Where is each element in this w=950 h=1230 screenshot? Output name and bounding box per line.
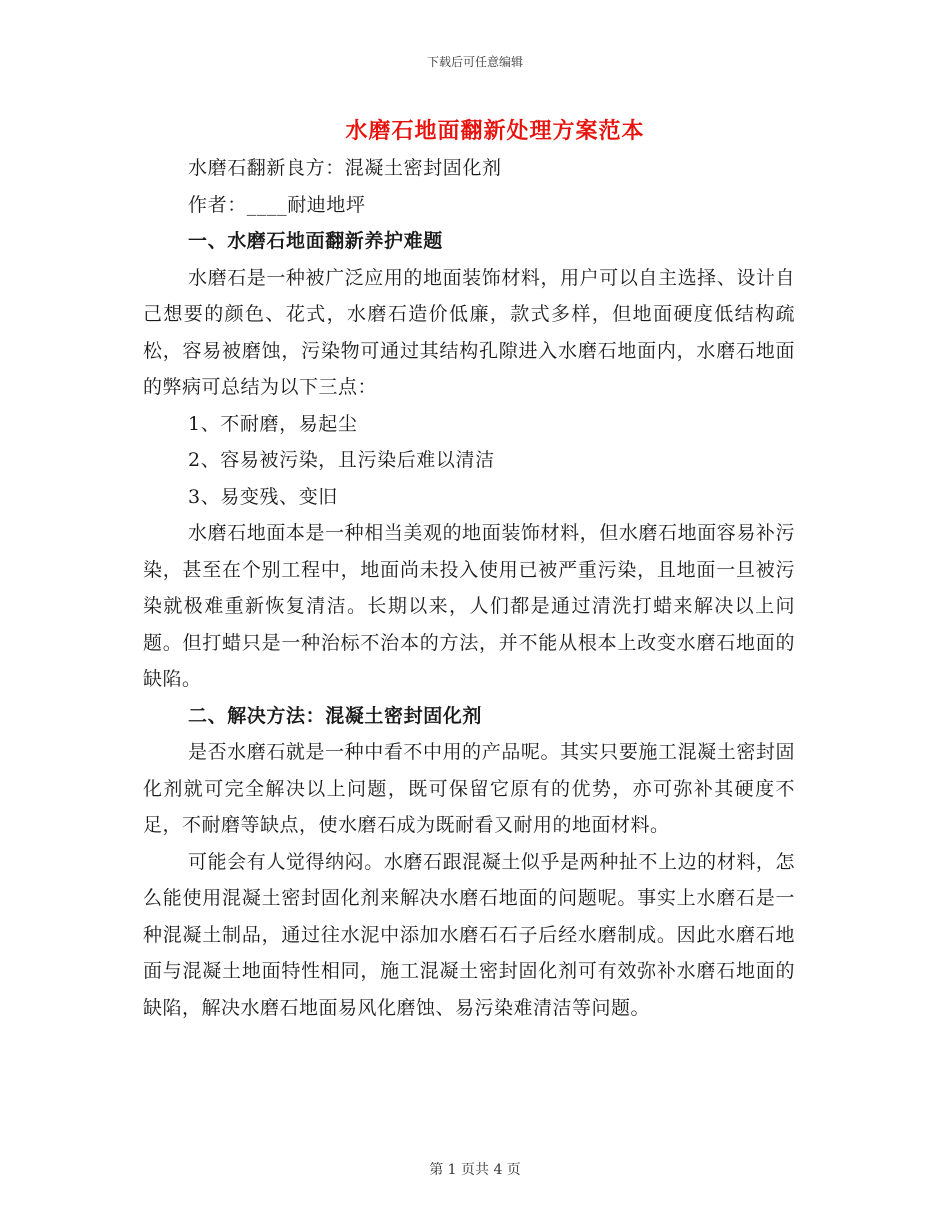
section-2-paragraph-2: 可能会有人觉得纳闷。水磨石跟混凝土似乎是两种扯不上边的材料，怎么能使用混凝土密封固化剂来解决水磨石地面的问题呢。事实上水磨石是一种混凝土制品，通过往水泥中添加水磨石石子后经水磨制成。因此水磨石地面与混凝土地面特性相同，施工混凝土密封固化剂可有效弥补水磨石地面的缺陷，解决水磨石地面易风化磨蚀、易污染难清洁等问题。: [143, 850, 795, 1019]
section-1-paragraph-1: 水磨石是一种被广泛应用的地面装饰材料，用户可以自主选择、设计自己想要的颜色、花式，水磨石造价低廉，款式多样，但地面硬度低结构疏松，容易被磨蚀，污染物可通过其结构孔隙进入水磨石地面内，水磨石地面的弊病可总结为以下三点：: [143, 266, 795, 398]
list-item-1: 1、不耐磨，易起尘: [188, 412, 358, 435]
section-1-heading: 一、水磨石地面翻新养护难题: [188, 230, 443, 252]
section-2-heading: 二、解决方法：混凝土密封固化剂: [188, 704, 483, 727]
author-line: 作者：____耐迪地坪: [188, 193, 366, 216]
subtitle: 水磨石翻新良方：混凝土密封固化剂: [188, 157, 502, 179]
section-2-paragraph-1: 是否水磨石就是一种中看不中用的产品呢。其实只要施工混凝土密封固化剂就可完全解决以上问题，既可保留它原有的优势，亦可弥补其硬度不足，不耐磨等缺点，使水磨石成为既耐看又耐用的地面材料。: [143, 741, 795, 836]
list-item-2: 2、容易被污染，且污染后难以清洁: [188, 449, 495, 471]
document-body: [143, 150, 795, 1026]
page-header: 下载后可任意编辑: [426, 55, 523, 69]
list-item-3: 3、易变残、变旧: [188, 485, 338, 508]
page-footer: 第 1 页共 4 页: [429, 1162, 521, 1178]
section-1-paragraph-2: 水磨石地面本是一种相当美观的地面装饰材料，但水磨石地面容易补污染，甚至在个别工程中，地面尚未投入使用已被严重污染，且地面一旦被污染就极难重新恢复清洁。长期以来，人们都是通过清洗打蜡来解决以上问题。但打蜡只是一种治标不治本的方法，并不能从根本上改变水磨石地面的缺陷。: [143, 522, 795, 690]
document-title: 水磨石地面翻新处理方案范本: [345, 118, 645, 144]
